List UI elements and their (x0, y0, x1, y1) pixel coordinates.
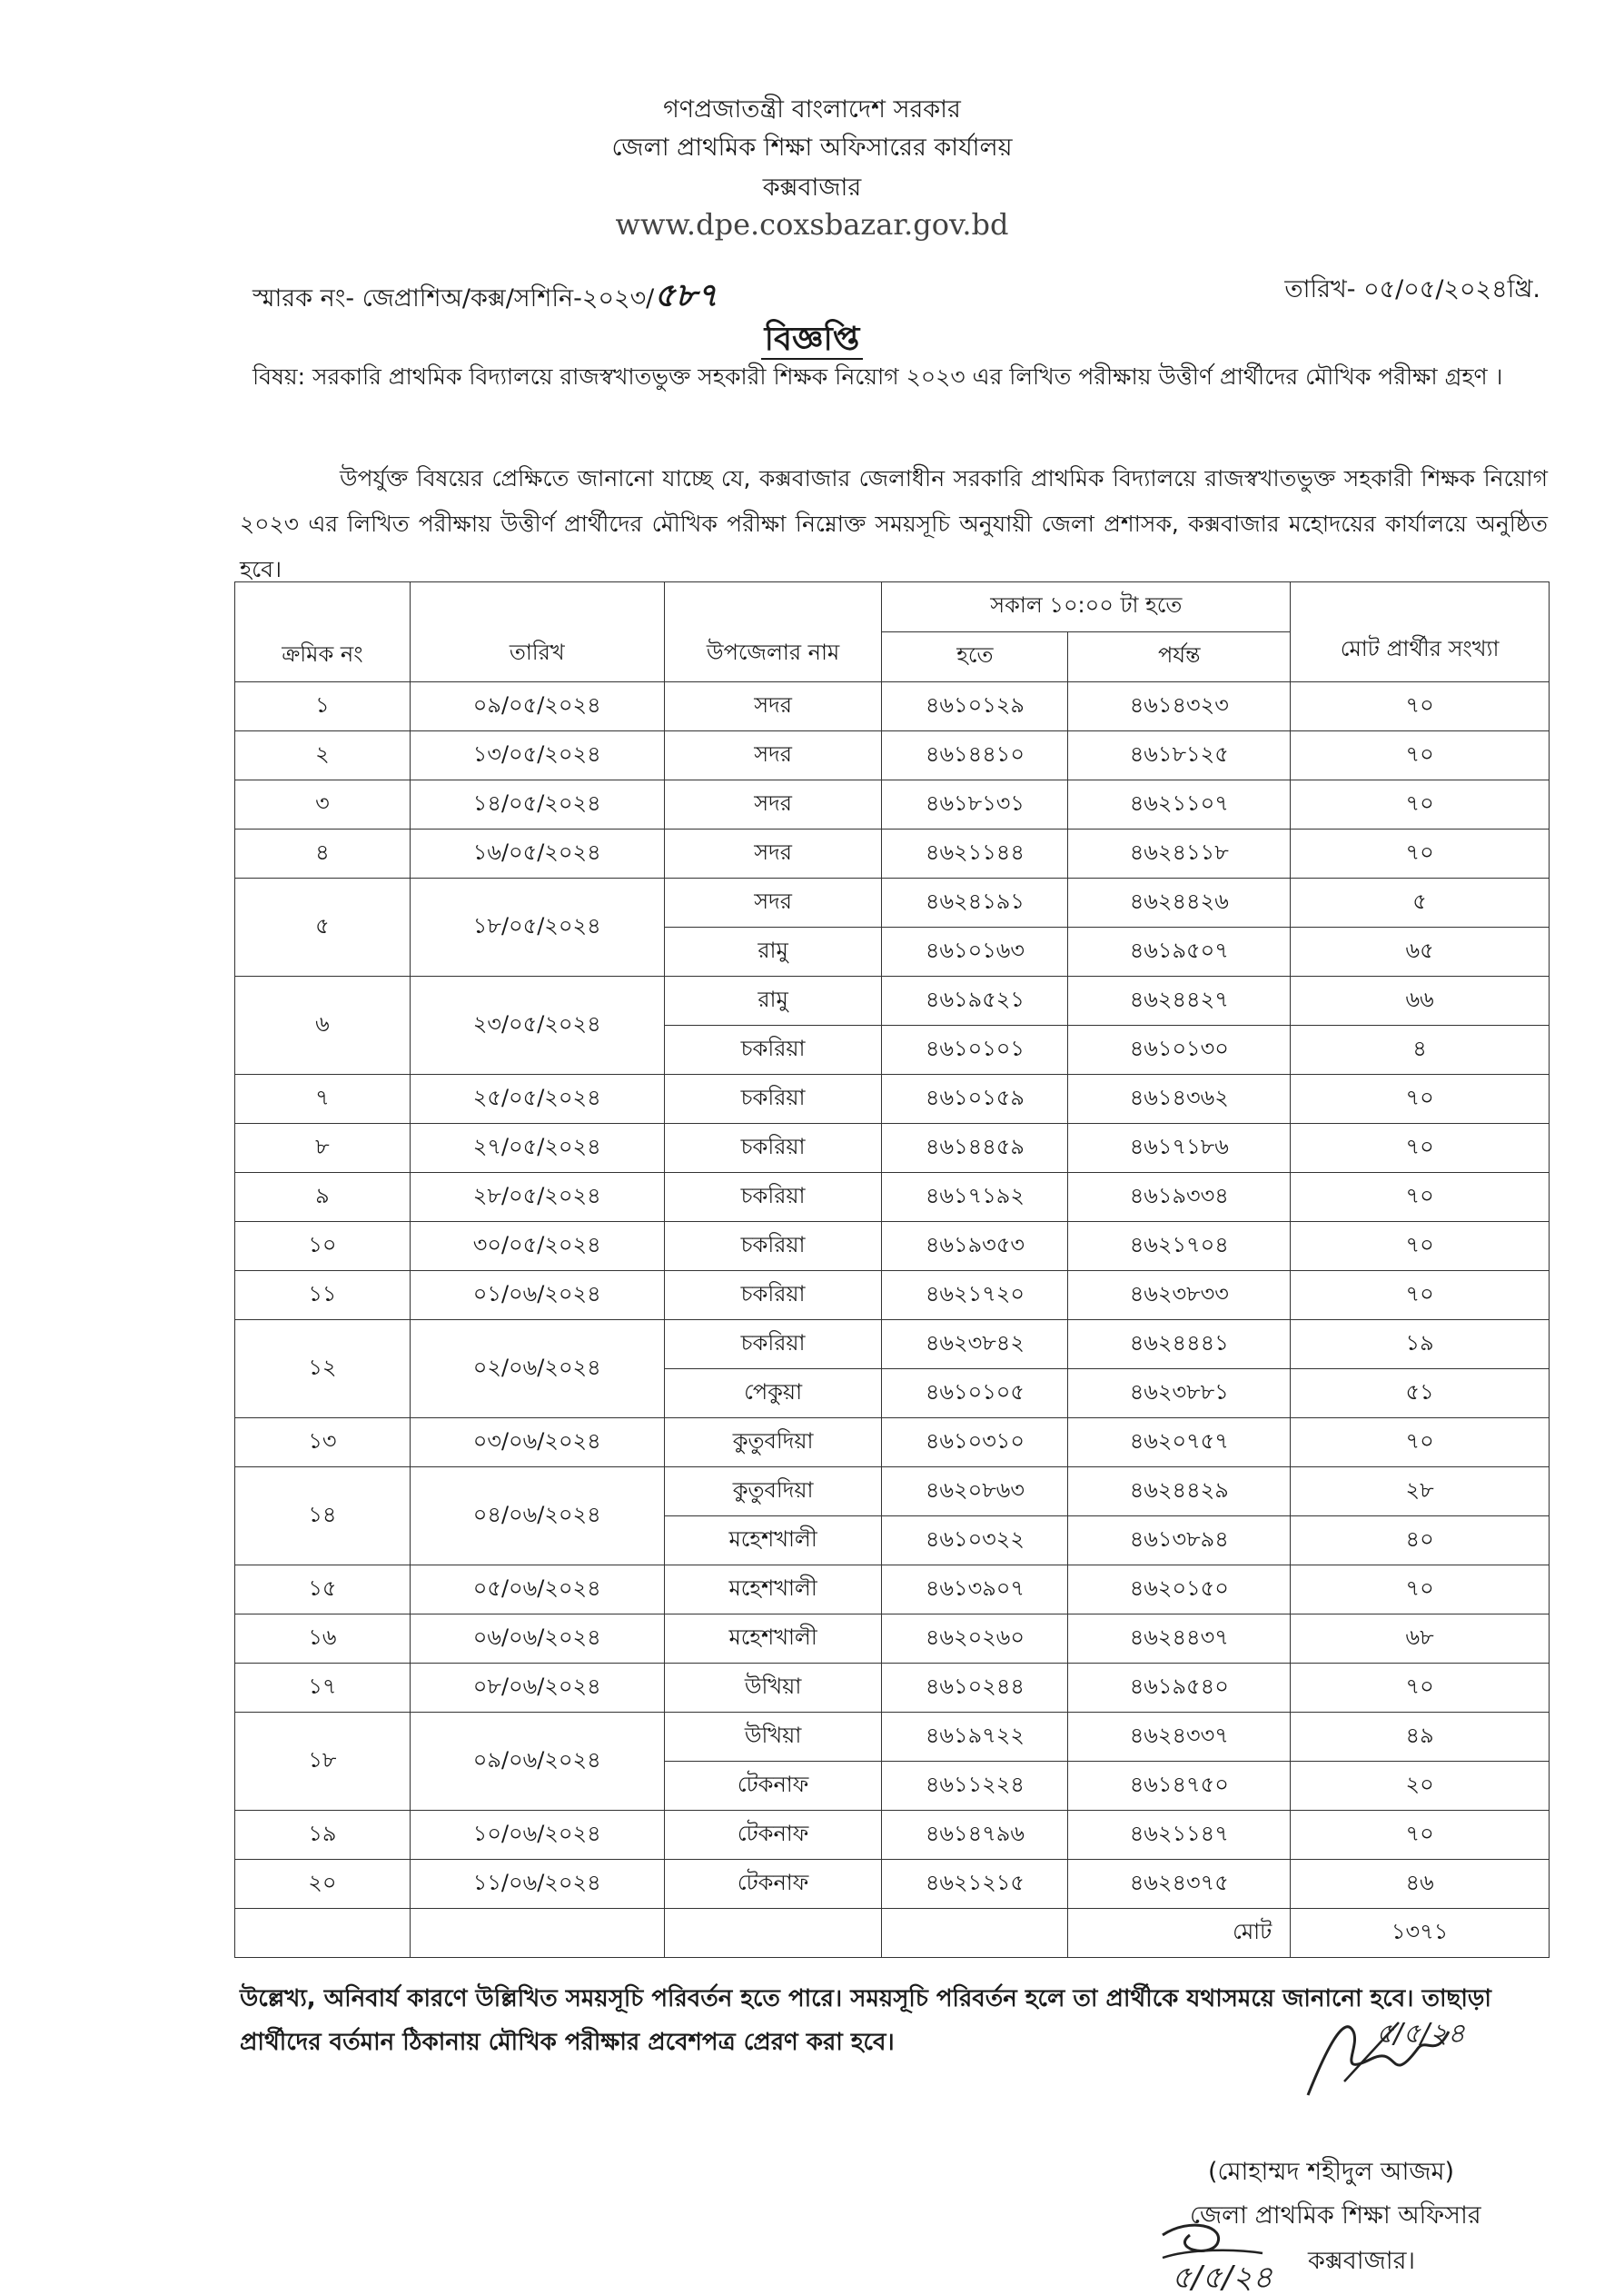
cell-to: ৪৬১৩৮৯৪ (1068, 1516, 1291, 1565)
cell-count: ৪০ (1291, 1516, 1550, 1565)
govt-name: গণপ্রজাতন্ত্রী বাংলাদেশ সরকার (663, 95, 961, 124)
total-row (235, 1909, 1550, 1958)
cell-from: ৪৬১০১২৯ (882, 682, 1068, 731)
cell-count: ৬৫ (1291, 928, 1550, 977)
cell-to: ৪৬২১১৪৭ (1068, 1811, 1291, 1860)
cell-to: ৪৬২৪১১৮ (1068, 830, 1291, 879)
header-from: হতে (882, 632, 1068, 682)
cell-date: ১০/০৬/২০২৪ (410, 1811, 664, 1860)
table-row (235, 1075, 1550, 1124)
total-blank-cell (664, 1909, 882, 1958)
cell-upazila: পেকুয়া (664, 1369, 882, 1418)
table-row (235, 879, 1550, 928)
table-row (235, 1418, 1550, 1467)
cell-date: ০৮/০৬/২০২৪ (410, 1664, 664, 1713)
cell-upazila: চকরিয়া (664, 1026, 882, 1075)
table-row (235, 780, 1550, 830)
cell-upazila: রামু (664, 977, 882, 1026)
cell-to: ৪৬১৯৫০৭ (1068, 928, 1291, 977)
cell-date: ০২/০৬/২০২৪ (410, 1320, 664, 1418)
cell-from: ৪৬১০১০৫ (882, 1369, 1068, 1418)
memo-label: স্মারক নং- জেপ্রাশিঅ/কক্স/সশিনি-২০২৩/ (253, 284, 655, 313)
cell-date: ০৬/০৬/২০২৪ (410, 1614, 664, 1664)
table-row (235, 1811, 1550, 1860)
header-time-group: সকাল ১০:০০ টা হতে (882, 582, 1291, 632)
cell-from: ৪৬১০২৪৪ (882, 1664, 1068, 1713)
cell-upazila: উখিয়া (664, 1664, 882, 1713)
table-row (235, 1467, 1550, 1516)
cell-count: ৫১ (1291, 1369, 1550, 1418)
cell-upazila: চকরিয়া (664, 1075, 882, 1124)
cell-date: ২৫/০৫/২০২৪ (410, 1075, 664, 1124)
cell-date: ২৩/০৫/২০২৪ (410, 977, 664, 1075)
cell-serial: ১৭ (235, 1664, 411, 1713)
cell-date: ২৮/০৫/২০২৪ (410, 1173, 664, 1222)
cell-upazila: সদর (664, 830, 882, 879)
cell-to: ৪৬২৩৮৩৩ (1068, 1271, 1291, 1320)
cell-serial: ১১ (235, 1271, 411, 1320)
table-row (235, 1173, 1550, 1222)
cell-count: ৪৬ (1291, 1860, 1550, 1909)
cell-count: ৪ (1291, 1026, 1550, 1075)
cell-date: ৩০/০৫/২০২৪ (410, 1222, 664, 1271)
cell-from: ৪৬১৪৪১০ (882, 731, 1068, 780)
cell-upazila: চকরিয়া (664, 1124, 882, 1173)
total-blank-cell (410, 1909, 664, 1958)
cell-upazila: সদর (664, 682, 882, 731)
cell-count: ৪৯ (1291, 1713, 1550, 1762)
cell-date: ২৭/০৫/২০২৪ (410, 1124, 664, 1173)
cell-to: ৪৬২৪৪২৭ (1068, 977, 1291, 1026)
cell-count: ১৯ (1291, 1320, 1550, 1369)
notice-subject: বিষয়: সরকারি প্রাথমিক বিদ্যালয়ে রাজস্বখাতভুক্ত সহকারী শিক্ষক নিয়োগ ২০২৩ এর লিখিত পরীক্ষায় উত্তীর্ণ প্রার্থীদের মৌখিক পরীক্ষা গ্রহণ । (253, 363, 1503, 390)
cell-serial: ৪ (235, 830, 411, 879)
cell-to: ৪৬২৩৮৮১ (1068, 1369, 1291, 1418)
table-row (235, 1713, 1550, 1762)
cell-upazila: রামু (664, 928, 882, 977)
cell-to: ৪৬২৪৪২৬ (1068, 879, 1291, 928)
cell-serial: ৬ (235, 977, 411, 1075)
cell-count: ৭০ (1291, 1565, 1550, 1614)
signature-image (1290, 1995, 1471, 2113)
cell-serial: ৫ (235, 879, 411, 977)
cell-serial: ৯ (235, 1173, 411, 1222)
signatory-title: জেলা প্রাথমিক শিক্ষা অফিসার (1190, 2201, 1481, 2230)
cell-count: ৭০ (1291, 830, 1550, 879)
cell-date: ১৮/০৫/২০২৪ (410, 879, 664, 977)
cell-from: ৪৬১০৩২২ (882, 1516, 1068, 1565)
website-link[interactable]: www.dpe.coxsbazar.gov.bd (615, 207, 1009, 242)
cell-to: ৪৬১৪৩৬২ (1068, 1075, 1291, 1124)
svg-text:৫/৫/২৪: ৫/৫/২৪ (1376, 2018, 1466, 2050)
cell-to: ৪৬১৭১৮৬ (1068, 1124, 1291, 1173)
cell-upazila: টেকনাফ (664, 1762, 882, 1811)
cell-count: ২০ (1291, 1762, 1550, 1811)
cell-from: ৪৬১৯৩৫৩ (882, 1222, 1068, 1271)
cell-upazila: মহেশখালী (664, 1516, 882, 1565)
cell-count: ৬৮ (1291, 1614, 1550, 1664)
cell-to: ৪৬১৪৩২৩ (1068, 682, 1291, 731)
table-row (235, 1664, 1550, 1713)
cell-count: ৭০ (1291, 682, 1550, 731)
cell-from: ৪৬১৯৭২২ (882, 1713, 1068, 1762)
total-value: ১৩৭১ (1291, 1909, 1550, 1958)
signatory-place: কক্সবাজার। (1308, 2247, 1416, 2275)
table-row (235, 1565, 1550, 1614)
cell-from: ৪৬১০১৫৯ (882, 1075, 1068, 1124)
initial-mark (1135, 2208, 1317, 2295)
cell-from: ৪৬২০৮৬৩ (882, 1467, 1068, 1516)
cell-count: ৭০ (1291, 780, 1550, 830)
cell-from: ৪৬১১২২৪ (882, 1762, 1068, 1811)
table-row (235, 682, 1550, 731)
cell-upazila: কুতুবদিয়া (664, 1418, 882, 1467)
cell-from: ৪৬১৮১৩১ (882, 780, 1068, 830)
cell-serial: ১৩ (235, 1418, 411, 1467)
cell-date: ০১/০৬/২০২৪ (410, 1271, 664, 1320)
schedule-table (234, 581, 1550, 1958)
table-row (235, 1124, 1550, 1173)
memo-handwritten-number: ৫৮৭ (654, 276, 718, 314)
cell-to: ৪৬২০৭৫৭ (1068, 1418, 1291, 1467)
cell-date: ০৪/০৬/২০২৪ (410, 1467, 664, 1565)
header-serial: ক্রমিক নং (235, 582, 411, 682)
cell-serial: ৭ (235, 1075, 411, 1124)
cell-upazila: কুতুবদিয়া (664, 1467, 882, 1516)
cell-from: ৪৬১০১৬৩ (882, 928, 1068, 977)
cell-serial: ১ (235, 682, 411, 731)
cell-from: ৪৬২৪১৯১ (882, 879, 1068, 928)
cell-to: ৪৬১০১৩০ (1068, 1026, 1291, 1075)
total-blank-cell (882, 1909, 1068, 1958)
signatory-name: (মোহাম্মদ শহীদুল আজম) (1208, 2158, 1455, 2186)
table-row (235, 977, 1550, 1026)
header-to: পর্যন্ত (1068, 632, 1291, 682)
cell-to: ৪৬১৯৩৩৪ (1068, 1173, 1291, 1222)
cell-serial: ২০ (235, 1860, 411, 1909)
cell-to: ৪৬২৪৩৩৭ (1068, 1713, 1291, 1762)
cell-upazila: টেকনাফ (664, 1860, 882, 1909)
cell-serial: ৩ (235, 780, 411, 830)
cell-upazila: চকরিয়া (664, 1320, 882, 1369)
cell-count: ৫ (1291, 879, 1550, 928)
cell-from: ৪৬১০১০১ (882, 1026, 1068, 1075)
cell-from: ৪৬১৭১৯২ (882, 1173, 1068, 1222)
notice-note: উল্লেখ্য, অনিবার্য কারণে উল্লিখিত সময়সূচি পরিবর্তন হতে পারে। সময়সূচি পরিবর্তন হলে তা প্রার্থীকে যথাসময়ে জানানো হবে। তাছাড়া প্রার্থীদের বর্তমান ঠিকানায় মৌখিক পরীক্ষার প্রবেশপত্র প্রেরণ করা হবে। (240, 1985, 1491, 2056)
cell-serial: ১৮ (235, 1713, 411, 1811)
header-upazila: উপজেলার নাম (664, 582, 882, 682)
cell-count: ৭০ (1291, 1222, 1550, 1271)
cell-serial: ১৫ (235, 1565, 411, 1614)
cell-count: ৭০ (1291, 1124, 1550, 1173)
cell-date: ১১/০৬/২০২৪ (410, 1860, 664, 1909)
cell-from: ৪৬২১২১৫ (882, 1860, 1068, 1909)
cell-to: ৪৬২৪৩৭৫ (1068, 1860, 1291, 1909)
table-row (235, 1614, 1550, 1664)
table-row (235, 1271, 1550, 1320)
cell-to: ৪৬১৯৫৪০ (1068, 1664, 1291, 1713)
cell-to: ৪৬১৮১২৫ (1068, 731, 1291, 780)
cell-upazila: চকরিয়া (664, 1173, 882, 1222)
total-blank-cell (235, 1909, 411, 1958)
cell-to: ৪৬২৪৪৩৭ (1068, 1614, 1291, 1664)
cell-count: ৬৬ (1291, 977, 1550, 1026)
header-date: তারিখ (410, 582, 664, 682)
cell-to: ৪৬২০১৫০ (1068, 1565, 1291, 1614)
cell-date: ০৫/০৬/২০২৪ (410, 1565, 664, 1614)
cell-from: ৪৬১৪৭৯৬ (882, 1811, 1068, 1860)
table-row (235, 830, 1550, 879)
notice-body: উপর্যুক্ত বিষয়ের প্রেক্ষিতে জানানো যাচ্ছে যে, কক্সবাজার জেলাধীন সরকারি প্রাথমিক বিদ্যালয়ে রাজস্বখাতভুক্ত সহকারী শিক্ষক নিয়োগ ২০২৩ এর লিখিত পরীক্ষায় উত্তীর্ণ প্রার্থীদের মৌখিক পরীক্ষা নিম্নোক্ত সময়সূচি অনুযায়ী জেলা প্রশাসক, কক্সবাজার মহোদয়ের কার্যালয়ে অনুষ্ঠিত হবে। (240, 465, 1548, 582)
cell-date: ১৬/০৫/২০২৪ (410, 830, 664, 879)
cell-serial: ১৪ (235, 1467, 411, 1565)
cell-from: ৪৬১৪৪৫৯ (882, 1124, 1068, 1173)
cell-from: ৪৬২৩৮৪২ (882, 1320, 1068, 1369)
cell-upazila: সদর (664, 780, 882, 830)
cell-date: ০৯/০৫/২০২৪ (410, 682, 664, 731)
cell-from: ৪৬১৩৯০৭ (882, 1565, 1068, 1614)
cell-upazila: মহেশখালী (664, 1614, 882, 1664)
cell-upazila: চকরিয়া (664, 1271, 882, 1320)
cell-serial: ১০ (235, 1222, 411, 1271)
cell-from: ৪৬১০৩১০ (882, 1418, 1068, 1467)
total-label: মোট (1068, 1909, 1291, 1958)
cell-upazila: উখিয়া (664, 1713, 882, 1762)
cell-count: ৭০ (1291, 1173, 1550, 1222)
cell-upazila: চকরিয়া (664, 1222, 882, 1271)
office-location: কক্সবাজার (762, 174, 862, 202)
cell-serial: ১৯ (235, 1811, 411, 1860)
cell-to: ৪৬২১৭০৪ (1068, 1222, 1291, 1271)
cell-count: ৭০ (1291, 1271, 1550, 1320)
cell-from: ৪৬১৯৫২১ (882, 977, 1068, 1026)
cell-from: ৪৬২১৭২০ (882, 1271, 1068, 1320)
cell-upazila: টেকনাফ (664, 1811, 882, 1860)
cell-serial: ১২ (235, 1320, 411, 1418)
cell-count: ৭০ (1291, 1811, 1550, 1860)
cell-to: ৪৬১৪৭৫০ (1068, 1762, 1291, 1811)
cell-upazila: সদর (664, 879, 882, 928)
table-row (235, 731, 1550, 780)
cell-count: ৭০ (1291, 1664, 1550, 1713)
schedule-body (235, 682, 1550, 1958)
notice-date: তারিখ- ০৫/০৫/২০২৪খ্রি. (1284, 275, 1540, 303)
cell-date: ০৯/০৬/২০২৪ (410, 1713, 664, 1811)
notice-title: বিজ্ঞপ্তি (0, 314, 1624, 369)
cell-date: ০৩/০৬/২০২৪ (410, 1418, 664, 1467)
cell-from: ৪৬২১১৪৪ (882, 830, 1068, 879)
cell-count: ৭০ (1291, 1075, 1550, 1124)
cell-serial: ১৬ (235, 1614, 411, 1664)
cell-count: ৭০ (1291, 731, 1550, 780)
office-name: জেলা প্রাথমিক শিক্ষা অফিসারের কার্যালয় (611, 134, 1013, 162)
cell-to: ৪৬২১১০৭ (1068, 780, 1291, 830)
cell-from: ৪৬২০২৬০ (882, 1614, 1068, 1664)
table-row (235, 1860, 1550, 1909)
cell-upazila: মহেশখালী (664, 1565, 882, 1614)
cell-count: ২৮ (1291, 1467, 1550, 1516)
cell-to: ৪৬২৪৪২৯ (1068, 1467, 1291, 1516)
table-row (235, 1222, 1550, 1271)
svg-text:৫/৫/২৪: ৫/৫/২৪ (1172, 2260, 1273, 2295)
header-total: মোট প্রার্থীর সংখ্যা (1291, 582, 1550, 682)
cell-count: ৭০ (1291, 1418, 1550, 1467)
cell-serial: ২ (235, 731, 411, 780)
cell-serial: ৮ (235, 1124, 411, 1173)
cell-date: ১৩/০৫/২০২৪ (410, 731, 664, 780)
table-row (235, 1320, 1550, 1369)
cell-date: ১৪/০৫/২০২৪ (410, 780, 664, 830)
cell-upazila: সদর (664, 731, 882, 780)
cell-to: ৪৬২৪৪৪১ (1068, 1320, 1291, 1369)
